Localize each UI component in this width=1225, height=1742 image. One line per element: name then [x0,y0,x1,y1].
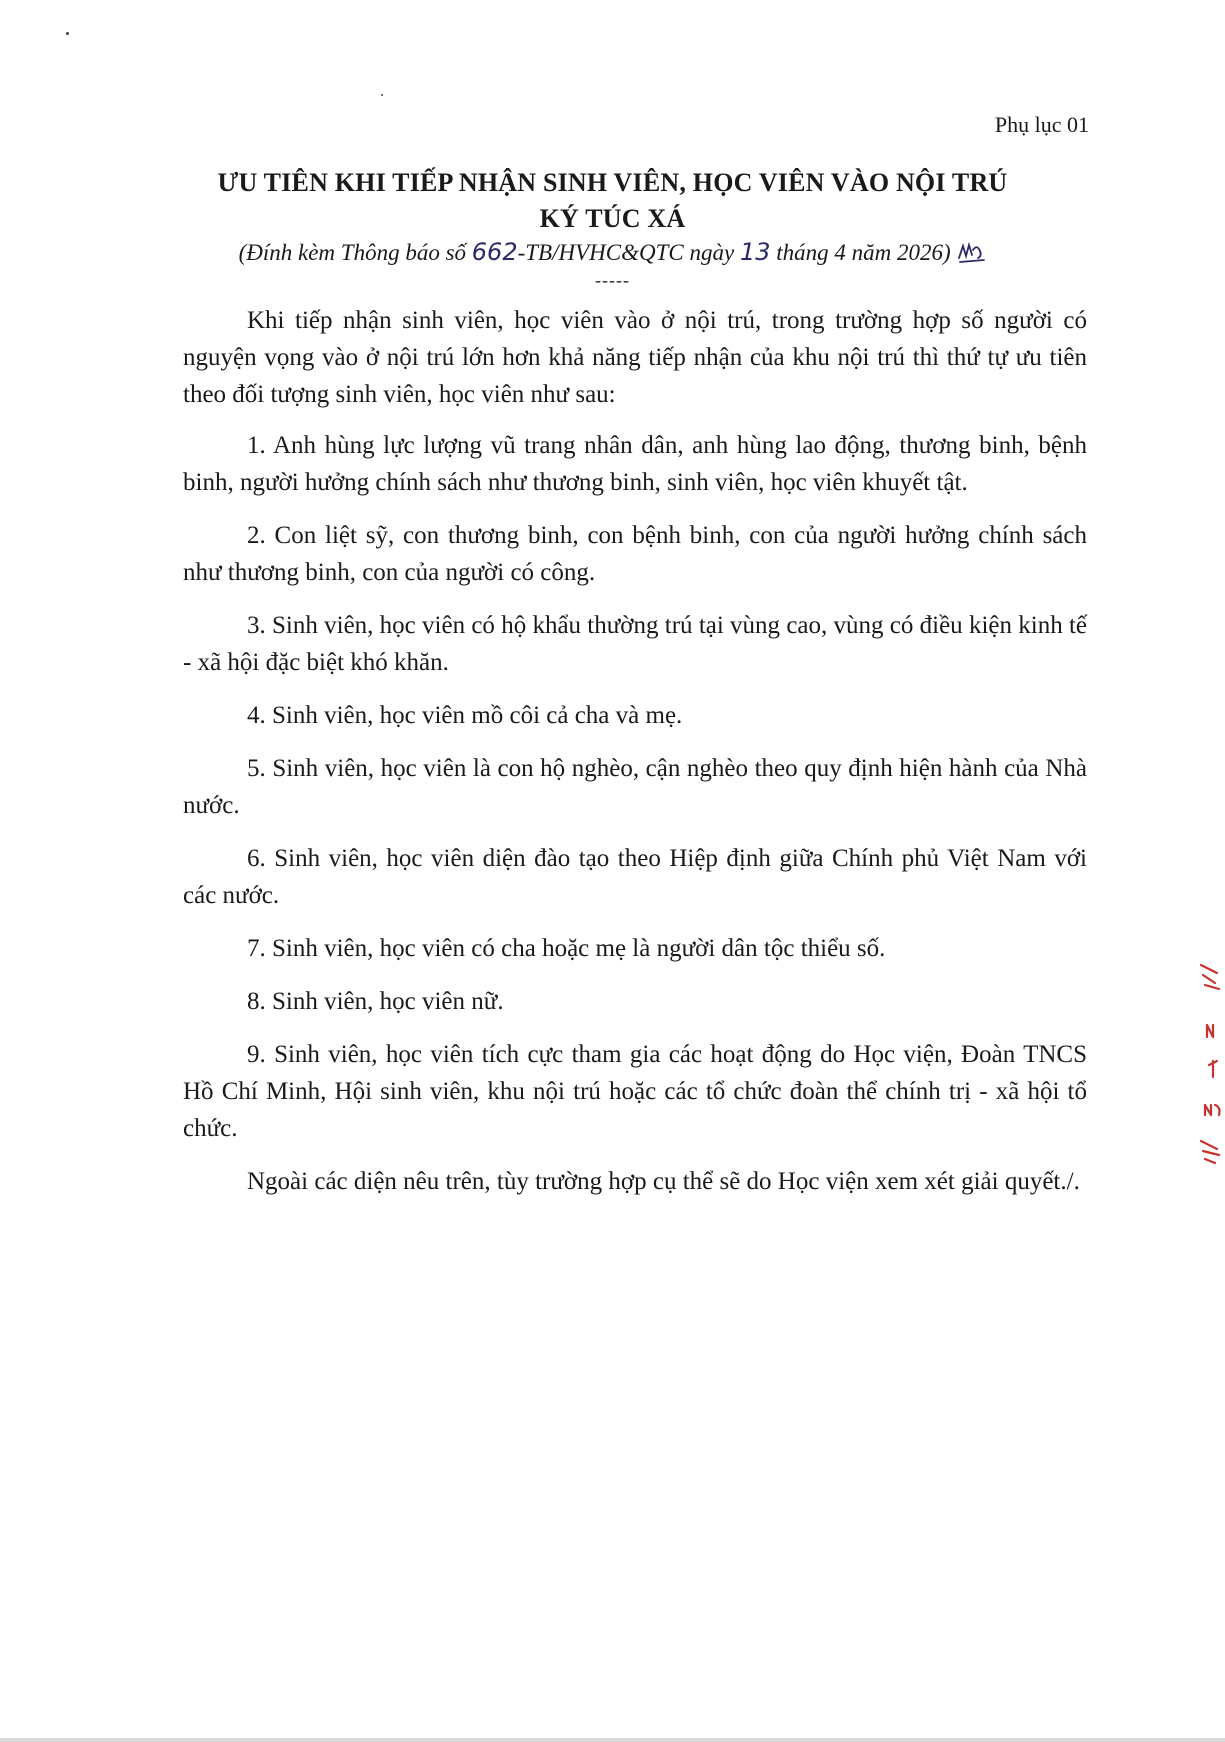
signature-initials-icon [956,240,986,264]
reference-mid: -TB/HVHC&QTC ngày [517,240,735,265]
attachment-reference [0,238,1225,266]
reference-suffix: tháng 4 năm 2026) [776,240,951,265]
appendix-label: Phụ lục 01 [994,112,1089,137]
priority-item-8: 8. Sinh viên, học viên nữ. [247,988,504,1015]
handwritten-day: 13 [739,238,771,266]
priority-item-2: 2. Con liệt sỹ, con thương binh, con bệnh binh, con của người hưởng chính sách như thương binh, con của người có công. [183,522,1087,586]
handwritten-number: 662 [471,238,518,266]
priority-item-5: 5. Sinh viên, học viên là con hộ nghèo, cận nghèo theo quy định hiện hành của Nhà nước. [183,755,1087,819]
scan-bottom-edge [0,1738,1225,1742]
priority-item-1: 1. Anh hùng lực lượng vũ trang nhân dân, anh hùng lao động, thương binh, bệnh binh, người hưởng chính sách như thương binh, sinh viên, học viên khuyết tật. [183,432,1087,496]
priority-item-3: 3. Sinh viên, học viên có hộ khẩu thường trú tại vùng cao, vùng có điều kiện kinh tế - xã hội đặc biệt khó khăn. [183,612,1087,676]
priority-item-6: 6. Sinh viên, học viên diện đào tạo theo Hiệp định giữa Chính phủ Việt Nam với các nước. [183,845,1087,909]
document-body [183,302,1087,1216]
priority-item-4: 4. Sinh viên, học viên mồ côi cả cha và mẹ. [247,702,683,729]
scan-speck [381,94,383,96]
intro-paragraph: Khi tiếp nhận sinh viên, học viên vào ở nội trú, trong trường hợp số người có nguyện vọng vào ở nội trú lớn hơn khả năng tiếp nhận của khu nội trú thì thứ tự ưu tiên theo đối tượng sinh viên, học viên như sau: [183,307,1087,408]
closing-paragraph: Ngoài các diện nêu trên, tùy trường hợp cụ thể sẽ do Học viện xem xét giải quyết./. [247,1168,1080,1195]
separator: ----- [595,270,630,290]
document-title: ƯU TIÊN KHI TIẾP NHẬN SINH VIÊN, HỌC VIÊN VÀO NỘI TRÚ [217,168,1008,197]
scan-speck [66,32,69,35]
red-seal-icon [1195,955,1225,1165]
priority-item-7: 7. Sinh viên, học viên có cha hoặc mẹ là người dân tộc thiểu số. [247,935,886,962]
reference-prefix: (Đính kèm Thông báo số [238,240,467,265]
document-title-line2: KÝ TÚC XÁ [539,204,686,233]
priority-item-9: 9. Sinh viên, học viên tích cực tham gia các hoạt động do Học viện, Đoàn TNCS Hồ Chí Minh, Hội sinh viên, khu nội trú hoặc các tổ chức đoàn thể chính trị - xã hội tổ chức. [183,1041,1087,1142]
